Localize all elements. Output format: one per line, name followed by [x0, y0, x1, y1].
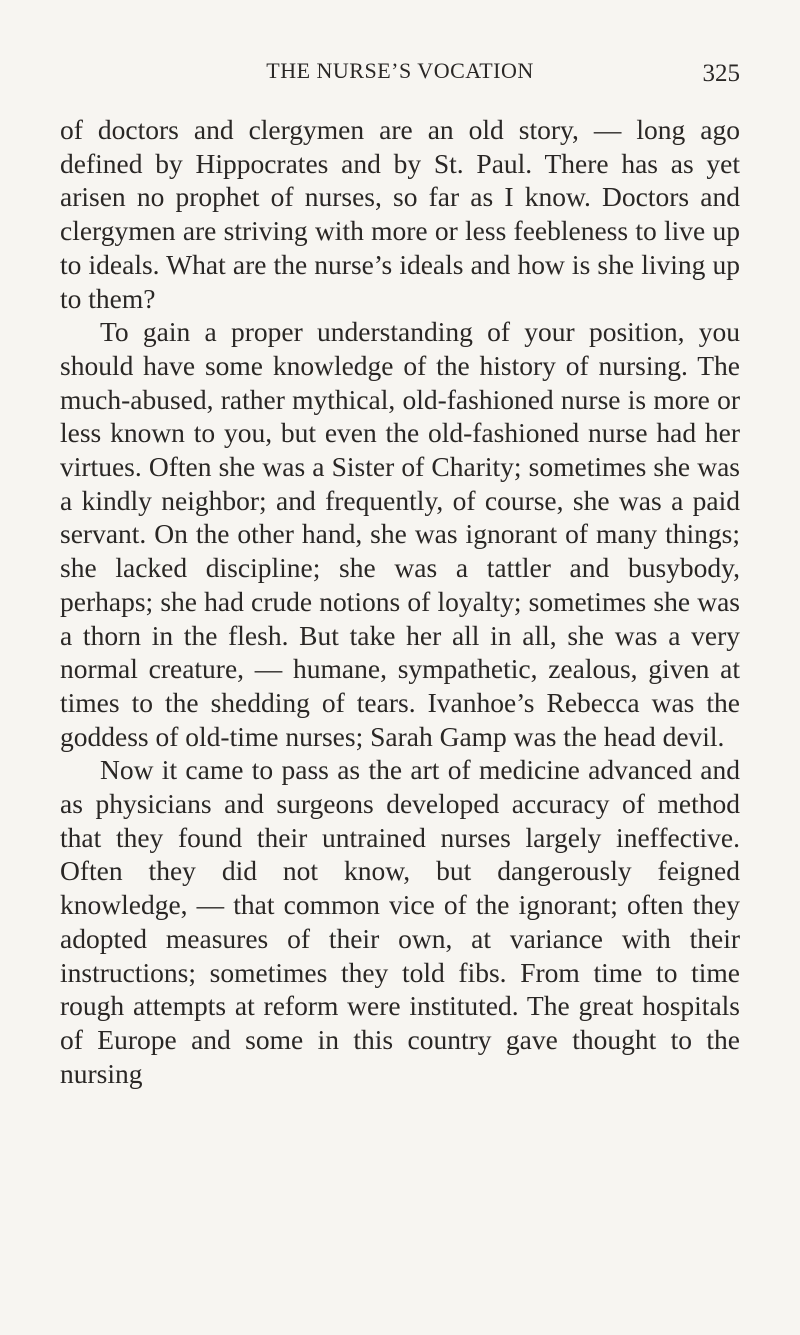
body-text: [60, 113, 740, 1090]
running-head: [60, 58, 740, 94]
page-number: 325: [702, 60, 740, 87]
book-page: [60, 0, 740, 1335]
paragraph-continued: of doctors and clergymen are an old story, — long ago defined by Hippocrates and by St. Paul. There has as yet arisen no prophet of nurses, so far as I know. Doctors and clergymen are striving with more or less feebleness to live up to ideals. What are the nurse’s ideals and how is she living up to them?: [60, 114, 740, 314]
running-title: THE NURSE’S VOCATION: [266, 58, 534, 83]
paragraph-history-of-nursing: To gain a proper understanding of your position, you should have some knowledge of the history of nursing. The much-abused, rather mythical, old-fashioned nurse is more or less known to you, but even the old-fashioned nurse had her virtues. Often she was a Sister of Charity; sometimes she was a kindly neighbor; and frequently, of course, she was a paid servant. On the other hand, she was ignorant of many things; she lacked discipline; she was a tattler and busybody, perhaps; she had crude notions of loyalty; sometimes she was a thorn in the flesh. But take her all in all, she was a very normal creature, — humane, sympathetic, zealous, given at times to the shedding of tears. Ivanhoe’s Rebecca was the goddess of old-time nurses; Sarah Gamp was the head devil.: [60, 316, 740, 752]
paragraph-reform: Now it came to pass as the art of medicine advanced and as physicians and surgeons developed accuracy of method that they found their untrained nurses largely ineffective. Often they did not know, but dangerously feigned knowledge, — that common vice of the ignorant; often they adopted measures of their own, at variance with their instructions; sometimes they told fibs. From time to time rough attempts at reform were instituted. The great hospitals of Europe and some in this country gave thought to the nursing: [60, 754, 740, 1089]
